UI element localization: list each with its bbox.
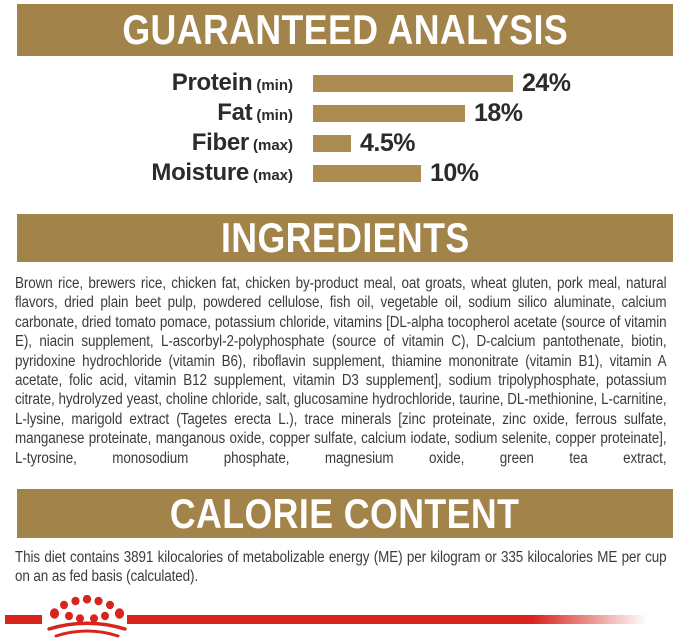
analysis-bar (313, 135, 351, 152)
nutrient-label (0, 159, 293, 187)
analysis-bar (313, 165, 421, 182)
nutrient-label (0, 129, 293, 157)
guaranteed-analysis-chart (0, 68, 679, 188)
nutrient-label (0, 69, 293, 97)
analysis-row (0, 98, 679, 128)
analysis-row (0, 158, 679, 188)
analysis-row (0, 68, 679, 98)
nutrient-qualifier: (min) (256, 77, 293, 94)
nutrient-name: Moisture (151, 159, 249, 186)
nutrient-qualifier: (max) (252, 167, 293, 184)
analysis-value: 10% (430, 158, 479, 187)
analysis-value: 18% (474, 98, 523, 127)
analysis-bar (313, 105, 465, 122)
royal-canin-crown-icon (44, 595, 128, 638)
guaranteed-analysis-banner (17, 4, 673, 56)
nutrient-qualifier: (max) (252, 137, 293, 154)
nutrient-name: Fiber (191, 129, 249, 156)
analysis-value: 24% (522, 68, 571, 97)
calorie-content-title: CALORIE CONTENT (170, 489, 520, 537)
footer-red-bar-right (127, 615, 647, 624)
analysis-row (0, 128, 679, 158)
calorie-content-banner (17, 489, 673, 538)
nutrient-name: Fat (217, 99, 253, 126)
nutrient-label (0, 99, 293, 127)
ingredients-title: INGREDIENTS (220, 214, 470, 261)
analysis-value: 4.5% (360, 128, 415, 157)
footer-red-bar-left (5, 615, 42, 624)
analysis-bar (313, 75, 513, 92)
guaranteed-analysis-title: GUARANTEED ANALYSIS (122, 6, 568, 53)
nutrient-name: Protein (171, 69, 253, 96)
calorie-content-paragraph: This diet contains 3891 kilocalories of metabolizable energy (ME) per kilogram or 335 kilocalories ME per cup on an as fed basis (calculated). (15, 549, 667, 586)
ingredients-paragraph: Brown rice, brewers rice, chicken fat, chicken by-product meal, oat groats, wheat gluten, pork meal, natural flavors, dried plain beet pulp, powdered cellulose, fish oil, vegetable oil, sodium silico aluminate, calcium carbonate, dried tomato pomace, potassium chloride, vitamins [DL-alpha tocopherol acetate (source of vitamin E), niacin supplement, L-ascorbyl-2-polyphosphate (source of vitamin C), D-calcium pantothenate, biotin, pyridoxine hydrochloride (vitamin B6), riboflavin supplement, thiamine mononitrate (vitamin B1), vitamin A acetate, folic acid, vitamin B12 supplement, vitamin D3 supplement], sodium tripolyphosphate, potassium citrate, hydrolyzed yeast, choline chloride, salt, glucosamine hydrochloride, taurine, DL-methionine, L-carnitine, L-lysine, marigold extract (Tagetes erecta L.), trace minerals [zinc proteinate, zinc oxide, ferrous sulfate, manganese proteinate, manganous oxide, copper sulfate, calcium iodate, sodium selenite, copper proteinate], L-tyrosine, monosodium phosphate, magnesium oxide, green tea extract, (15, 275, 667, 467)
nutrient-qualifier: (min) (256, 107, 293, 124)
ingredients-banner (17, 214, 673, 262)
